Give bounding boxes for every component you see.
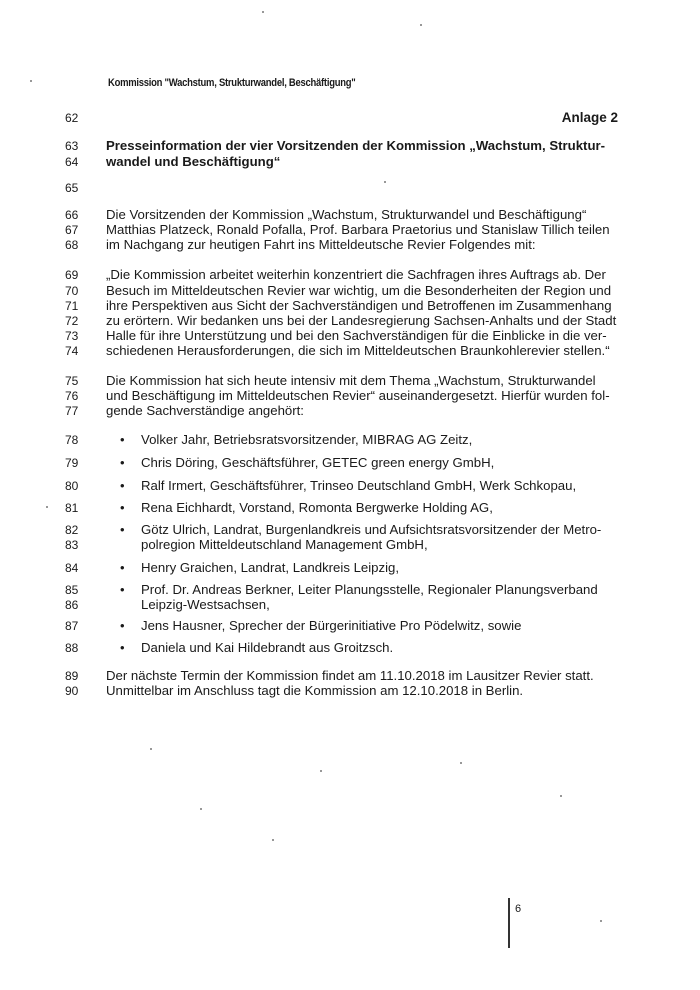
line-number: 86: [65, 598, 79, 612]
line-number: 79: [65, 456, 79, 470]
text-line: Der nächste Termin der Kommission findet am 11.10.2018 im Lausitzer Revier statt.: [106, 668, 594, 683]
list-item: Jens Hausner, Sprecher der Bürgerinitiative Pro Pödelwitz, sowie: [141, 618, 522, 633]
line-number: 78: [65, 433, 79, 447]
scan-speck: [200, 808, 202, 810]
bullet-marker: •: [120, 640, 125, 655]
line-number: 88: [65, 641, 79, 655]
scan-speck: [560, 795, 562, 797]
bullet-marker: •: [120, 618, 125, 633]
text-line: Besuch im Mitteldeutschen Revier war wichtig, um die Besonderheiten der Region und: [106, 283, 612, 298]
bullet-marker: •: [120, 500, 125, 515]
line-number: 74: [65, 344, 79, 358]
line-number: 81: [65, 501, 79, 515]
list-item-continuation: Leipzig-Westsachsen,: [141, 597, 270, 612]
text-line: im Nachgang zur heutigen Fahrt ins Mitteldeutsche Revier Folgendes mit:: [106, 237, 536, 252]
line-number: 77: [65, 404, 79, 418]
list-item: Daniela und Kai Hildebrandt aus Groitzsch.: [141, 640, 394, 655]
line-number: 84: [65, 561, 79, 575]
list-item-continuation: polregion Mitteldeutschland Management GmbH,: [141, 537, 428, 552]
bullet-marker: •: [120, 560, 125, 575]
scan-speck: [150, 748, 152, 750]
running-header: Kommission "Wachstum, Strukturwandel, Beschäftigung": [108, 77, 356, 89]
line-number: 72: [65, 314, 79, 328]
bullet-marker: •: [120, 478, 125, 493]
annex-label: Anlage 2: [561, 110, 618, 125]
line-number: 63: [65, 139, 79, 153]
text-line: Halle für ihre Unterstützung und bei den Sachverständigen für die Einblicke in die ver-: [106, 328, 607, 343]
text-line: Unmittelbar im Anschluss tagt die Kommission am 12.10.2018 in Berlin.: [106, 683, 524, 698]
text-line: zu erörtern. Wir bedanken uns bei der Landesregierung Sachsen-Anhalts und der Stadt: [106, 313, 617, 328]
bullet-marker: •: [120, 455, 125, 470]
line-number: 70: [65, 284, 79, 298]
text-line: Die Vorsitzenden der Kommission „Wachstum, Strukturwandel und Beschäftigung“: [106, 207, 587, 222]
scan-speck: [384, 181, 386, 183]
text-line: ihre Perspektiven aus Sicht der Sachverständigen und Betroffenen im Zusammenhang: [106, 298, 612, 313]
line-number: 66: [65, 208, 79, 222]
line-number: 67: [65, 223, 79, 237]
line-number: 73: [65, 329, 79, 343]
line-number: 75: [65, 374, 79, 388]
line-number: 64: [65, 155, 79, 169]
scan-speck: [30, 80, 32, 82]
line-number: 69: [65, 268, 79, 282]
text-line: schiedenen Herausforderungen, die sich im Mitteldeutschen Braunkohlerevier stellen.“: [106, 343, 610, 358]
scan-speck: [272, 839, 274, 841]
line-number: 76: [65, 389, 79, 403]
line-number: 90: [65, 684, 79, 698]
bullet-marker: •: [120, 522, 125, 537]
text-line: Die Kommission hat sich heute intensiv mit dem Thema „Wachstum, Strukturwandel: [106, 373, 596, 388]
line-number: 85: [65, 583, 79, 597]
line-number: 68: [65, 238, 79, 252]
scan-speck: [262, 11, 264, 13]
margin-bar: [508, 898, 510, 948]
bullet-marker: •: [120, 432, 125, 447]
scan-speck: [460, 762, 462, 764]
text-line: Matthias Platzeck, Ronald Pofalla, Prof. Barbara Praetorius und Stanislaw Tillich teilen: [106, 222, 610, 237]
line-number: 82: [65, 523, 79, 537]
line-number: 83: [65, 538, 79, 552]
scan-speck: [46, 506, 48, 508]
scan-speck: [420, 24, 422, 26]
list-item: Rena Eichhardt, Vorstand, Romonta Bergwerke Holding AG,: [141, 500, 493, 515]
text-line: „Die Kommission arbeitet weiterhin konzentriert die Sachfragen ihres Auftrags ab. Der: [106, 267, 606, 282]
headline-line: wandel und Beschäftigung“: [106, 154, 281, 169]
list-item: Götz Ulrich, Landrat, Burgenlandkreis und Aufsichtsratsvorsitzender der Metro-: [141, 522, 602, 537]
page-number: 6: [515, 903, 522, 915]
list-item: Prof. Dr. Andreas Berkner, Leiter Planungsstelle, Regionaler Planungsverband: [141, 582, 598, 597]
scan-speck: [320, 770, 322, 772]
list-item: Ralf Irmert, Geschäftsführer, Trinseo Deutschland GmbH, Werk Schkopau,: [141, 478, 577, 493]
line-number: 71: [65, 299, 79, 313]
headline-line: Presseinformation der vier Vorsitzenden der Kommission „Wachstum, Struktur-: [106, 138, 606, 153]
list-item: Chris Döring, Geschäftsführer, GETEC green energy GmbH,: [141, 455, 495, 470]
line-number: 80: [65, 479, 79, 493]
text-line: gende Sachverständige angehört:: [106, 403, 304, 418]
line-number: 62: [65, 111, 79, 125]
line-number: 65: [65, 181, 79, 195]
list-item: Henry Graichen, Landrat, Landkreis Leipzig,: [141, 560, 400, 575]
scan-speck: [600, 920, 602, 922]
list-item: Volker Jahr, Betriebsratsvorsitzender, MIBRAG AG Zeitz,: [141, 432, 473, 447]
bullet-marker: •: [120, 582, 125, 597]
line-number: 89: [65, 669, 79, 683]
line-number: 87: [65, 619, 79, 633]
text-line: und Beschäftigung im Mitteldeutschen Revier“ auseinandergesetzt. Hierfür wurden fol-: [106, 388, 610, 403]
